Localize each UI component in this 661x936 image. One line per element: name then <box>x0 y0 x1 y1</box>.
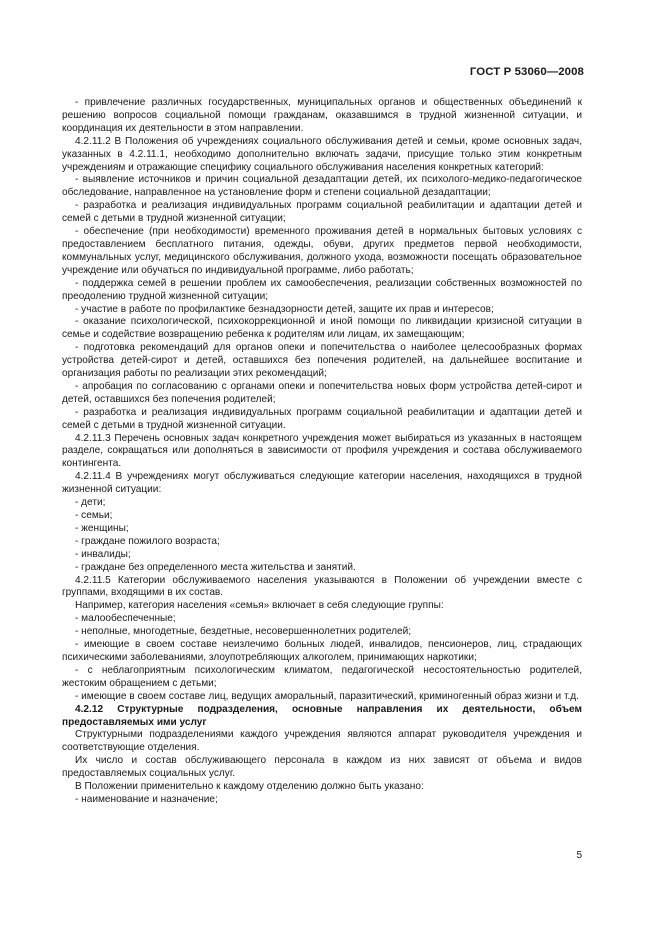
paragraph: - выявление источников и причин социальной дезадаптации детей, их психолого-медико-педагогическое обследование, направленное на установление форм и степени социальной дезадаптации; <box>62 174 582 199</box>
document-header: ГОСТ Р 53060—2008 <box>469 66 584 78</box>
paragraph: - разработка и реализация индивидуальных программ социальной реабилитации и адаптации детей и семей с детьми в трудной жизненной ситуации. <box>62 406 582 431</box>
list-item: - дети; <box>75 497 106 509</box>
paragraph: 4.2.11.3 Перечень основных задач конкретного учреждения может выбираться из указанных в настоящем разделе, сокращаться или дополняться в зависимости от профиля учреждения и состава обслуживаемого контингента. <box>62 432 582 470</box>
paragraph: Структурными подразделениями каждого учреждения являются аппарат руководителя учреждения и соответствующие отделения. <box>62 729 582 754</box>
page-number: 5 <box>576 850 582 861</box>
list-item: - с неблагоприятным психологическим климатом, педагогической несостоятельностью родителей, жестоким обращением с детьми; <box>62 664 582 689</box>
paragraph: Их число и состав обслуживающего персонала в каждом из них зависят от объема и видов предоставляемых социальных услуг. <box>62 755 582 780</box>
paragraph: 4.2.11.4 В учреждениях могут обслуживаться следующие категории населения, находящихся в трудной жизненной ситуации: <box>62 471 582 496</box>
paragraph: - апробация по согласованию с органами опеки и попечительства новых форм устройства детей-сирот и детей, оставшихся без попечения родителей; <box>62 380 582 405</box>
list-item: - граждане пожилого возраста; <box>75 535 220 547</box>
list-item: - семьи; <box>75 510 113 521</box>
paragraph: - разработка и реализация индивидуальных программ социальной реабилитации и адаптации детей и семей с детьми в трудной жизненной ситуации; <box>62 200 582 225</box>
paragraph: - участие в работе по профилактике безнадзорности детей, защите их прав и интересов; <box>75 303 494 315</box>
paragraph: 4.2.11.2 В Положения об учреждениях социального обслуживания детей и семьи, кроме основных задач, указанных в 4.2.11.1, необходимо дополнительно включать задачи, присущие только этим конкретным учреждениям и отражающие специфику социального обслуживания населения конкретных категорий: <box>62 135 582 173</box>
paragraph: Например, категория населения «семья» включает в себя следующие группы: <box>75 600 444 612</box>
list-item: - инвалиды; <box>75 548 131 560</box>
paragraph: - поддержка семей в решении проблем их самообеспечения, реализации собственных возможностей по преодолению трудной жизненной ситуации; <box>62 277 582 302</box>
list-item: - граждане без определенного места жительства и занятий. <box>75 561 356 573</box>
paragraph: - подготовка рекомендаций для органов опеки и попечительства о наиболее целесообразных формах устройства детей-сирот и детей, оставшихся без попечения родителей, на дальнейшее воспитание и организация работы по реализации этих рекомендаций; <box>62 342 582 380</box>
document-body <box>62 97 582 807</box>
paragraph: - оказание психологической, психокоррекционной и иной помощи по ликвидации кризисной ситуации в семье и содействие возвращению ребенка к родителям или лицам, их замещающим; <box>62 316 582 341</box>
paragraph: В Положении применительно к каждому отделению должно быть указано: <box>75 781 424 793</box>
list-item: - имеющие в своем составе лиц, ведущих аморальный, паразитический, криминогенный образ жизни и т.д. <box>75 690 579 702</box>
list-item: - наименование и назначение; <box>75 793 218 805</box>
list-item: - женщины; <box>75 522 129 534</box>
list-item: - неполные, многодетные, бездетные, несовершеннолетних родителей; <box>75 626 412 638</box>
paragraph: - обеспечение (при необходимости) временного проживания детей в нормальных бытовых условиях с предоставлением бесплатного питания, одежды, обуви, других предметов первой необходимости, коммунальных услуг, медицинского обслуживания, должного ухода, возможности посещать образовательное учреждение или обучаться по индивидуальной программе, либо работать; <box>62 226 582 276</box>
paragraph: - привлечение различных государственных, муниципальных органов и общественных объединений к решению вопросов социальной помощи гражданам, оказавшимся в трудной жизненной ситуации, и координация их деятельности в этом направлении. <box>62 97 582 134</box>
paragraph: 4.2.11.5 Категории обслуживаемого населения указываются в Положении об учреждении вместе с группами, входящими в их состав. <box>62 574 582 599</box>
list-item: - малообеспеченные; <box>75 613 176 625</box>
section-heading: 4.2.12 Структурные подразделения, основные направления их деятельности, объем предоставляемых ими услуг <box>62 703 582 728</box>
list-item: - имеющие в своем составе неизлечимо больных людей, инвалидов, пенсионеров, лиц, страдающих психическими заболеваниями, злоупотребляющих алкоголем, принимающих наркотики; <box>62 639 582 663</box>
